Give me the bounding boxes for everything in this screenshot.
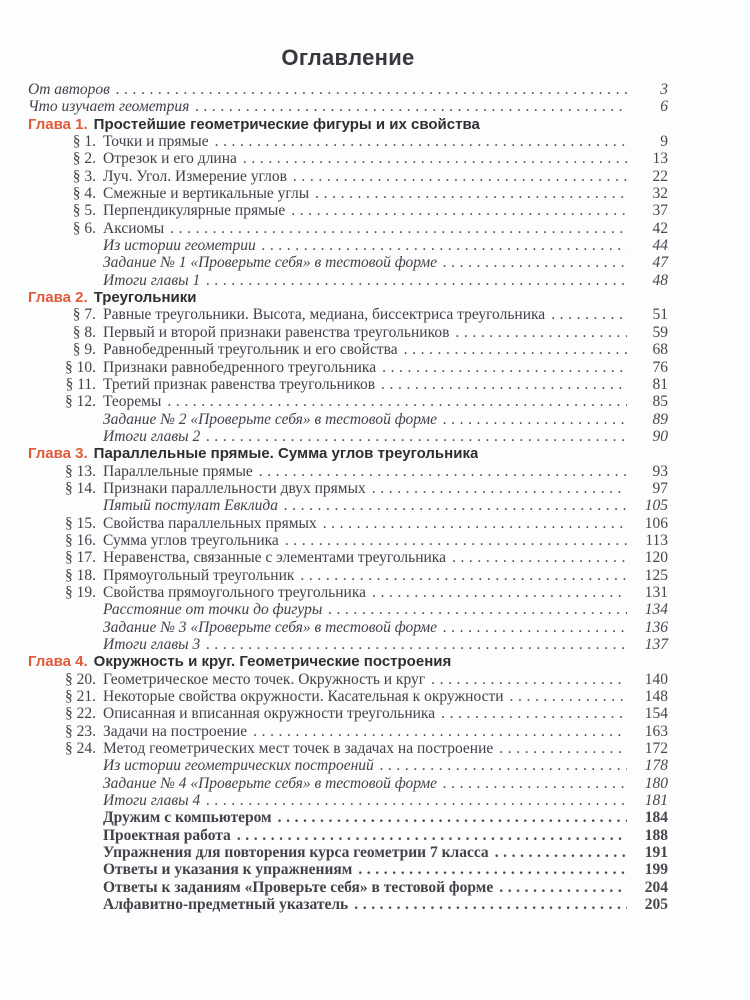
page-title: Оглавление [281, 45, 415, 70]
toc-entry-page: 13 [652, 150, 668, 168]
toc-entry-label: Равнобедренный треугольник и его свойства [103, 341, 398, 359]
dot-leader [380, 757, 627, 774]
toc-entry-page: 6 [660, 98, 668, 116]
toc-entry-label: Равные треугольники. Высота, медиана, биссектриса треугольника [103, 306, 546, 324]
toc-entry [28, 549, 668, 566]
toc-chapter-number: Глава 2. [28, 289, 88, 307]
dot-leader [443, 775, 627, 792]
toc-entry-label: Что изучает геометрия [28, 98, 190, 116]
dot-leader [195, 98, 627, 115]
toc-entry [28, 480, 668, 497]
toc-entry-label: Луч. Угол. Измерение углов [103, 167, 287, 185]
toc-entry [28, 636, 668, 653]
toc-entry-label: Итоги главы 2 [103, 427, 201, 445]
toc-section-number: § 18. [65, 566, 96, 584]
dot-leader [495, 844, 627, 861]
toc-entry [28, 376, 668, 393]
toc-entry-page: 76 [652, 358, 668, 376]
toc-entry-page: 180 [644, 774, 668, 792]
toc-entry-label: Описанная и вписанная окружности треугольника [103, 705, 436, 723]
toc-entry-page: 37 [652, 202, 668, 220]
toc-entry [28, 879, 668, 896]
toc-entry-page: 113 [645, 531, 668, 549]
toc-section-number: § 22. [65, 705, 96, 723]
toc-entry [28, 515, 668, 532]
toc-entry-page: 134 [644, 601, 668, 619]
toc-entry-page: 136 [644, 618, 668, 636]
toc-entry [28, 671, 668, 688]
toc-entry [28, 220, 668, 237]
toc-entry-label: Из истории геометрических построений [103, 757, 374, 775]
toc-entry [28, 532, 668, 549]
dot-leader [499, 740, 627, 757]
toc-entry-label: Задачи на построение [103, 722, 248, 740]
toc-chapter-title: Окружность и круг. Геометрические построения [93, 653, 452, 671]
toc-entry [28, 896, 668, 913]
dot-leader [315, 185, 627, 202]
dot-leader [328, 601, 627, 618]
dot-leader [358, 861, 627, 878]
toc-entry-label: Алфавитно-предметный указатель [103, 896, 349, 914]
dot-leader [452, 549, 627, 566]
toc-entry-page: 81 [652, 375, 668, 393]
toc-entry-page: 59 [652, 323, 668, 341]
toc-entry [28, 567, 668, 584]
toc-entry-label: Задание № 3 «Проверьте себя» в тестовой форме [103, 618, 438, 636]
toc-section-number: § 3. [72, 167, 96, 185]
dot-leader [381, 376, 627, 393]
dot-leader [278, 809, 627, 826]
toc-entry [28, 116, 668, 133]
toc-entry-label: Аксиомы [103, 219, 165, 237]
toc-section-number: § 9. [72, 341, 96, 359]
dot-leader [443, 411, 627, 428]
dot-leader [441, 705, 627, 722]
toc-entry [28, 775, 668, 792]
toc-section-number: § 17. [65, 549, 96, 567]
toc-entry-label: Параллельные прямые [103, 462, 253, 480]
toc-entry-label: Итоги главы 4 [103, 792, 201, 810]
toc-entry-page: 89 [652, 410, 668, 428]
toc-entry [28, 584, 668, 601]
toc-section-number: § 5. [72, 202, 96, 220]
dot-leader [170, 220, 627, 237]
dot-leader [206, 272, 627, 289]
dot-leader [167, 393, 627, 410]
toc-section-number: § 4. [72, 185, 96, 203]
toc-entry [28, 185, 668, 202]
toc-entry [28, 98, 668, 115]
toc-section-number: § 20. [65, 670, 96, 688]
toc-entry [28, 428, 668, 445]
dot-leader [237, 827, 627, 844]
toc-chapter-number: Глава 3. [28, 445, 88, 463]
toc-entry-label: Геометрическое место точек. Окружность и круг [103, 670, 426, 688]
toc-entry [28, 827, 668, 844]
toc-entry-label: Свойства прямоугольного треугольника [103, 583, 367, 601]
toc-chapter-title: Параллельные прямые. Сумма углов треугольника [93, 445, 479, 463]
toc-entry-page: 181 [644, 792, 668, 810]
toc-entry-page: 148 [644, 688, 668, 706]
dot-leader [404, 341, 627, 358]
toc-entry-label: Задание № 2 «Проверьте себя» в тестовой форме [103, 410, 438, 428]
toc-entry-page: 172 [644, 740, 668, 758]
dot-leader [253, 723, 627, 740]
toc-section-number: § 21. [65, 688, 96, 706]
toc-entry-label: Смежные и вертикальные углы [103, 185, 310, 203]
toc-entry-page: 188 [644, 826, 668, 844]
toc-entry-label: Итоги главы 1 [103, 271, 201, 289]
dot-leader [499, 879, 627, 896]
toc-entry [28, 757, 668, 774]
toc-entry [28, 601, 668, 618]
toc-entry-label: Задание № 1 «Проверьте себя» в тестовой форме [103, 254, 438, 272]
toc-section-number: § 19. [65, 583, 96, 601]
toc-section-number: § 23. [65, 722, 96, 740]
toc-entry [28, 324, 668, 341]
toc-entry-page: 85 [652, 393, 668, 411]
dot-leader [323, 515, 627, 532]
toc-entry [28, 809, 668, 826]
toc-section-number: § 13. [65, 462, 96, 480]
toc-entry-page: 205 [644, 896, 668, 914]
toc-entry-label: Из истории геометрии [103, 237, 256, 255]
toc-entry-page: 131 [644, 583, 668, 601]
toc-entry-label: Сумма углов треугольника [103, 531, 279, 549]
toc-chapter-number: Глава 1. [28, 115, 88, 133]
dot-leader [551, 306, 627, 323]
toc-entry-page: 199 [644, 861, 668, 879]
toc-entry-page: 105 [644, 497, 668, 515]
toc-entry-page: 154 [644, 705, 668, 723]
dot-leader [116, 81, 627, 98]
toc-chapter-title: Треугольники [93, 289, 197, 307]
toc-entry [28, 393, 668, 410]
dot-leader [300, 567, 627, 584]
toc-section-number: § 12. [65, 393, 96, 411]
dot-leader [291, 202, 627, 219]
toc-entry-label: Задание № 4 «Проверьте себя» в тестовой форме [103, 774, 438, 792]
dot-leader [215, 133, 627, 150]
toc-entry [28, 359, 668, 376]
toc-entry-page: 22 [652, 167, 668, 185]
toc-entry [28, 150, 668, 167]
toc-entry-page: 93 [652, 462, 668, 480]
toc-entry [28, 861, 668, 878]
toc-entry [28, 792, 668, 809]
dot-leader [284, 497, 627, 514]
toc-entry-page: 51 [652, 306, 668, 324]
toc-section-number: § 24. [65, 740, 96, 758]
toc-entry-label: Признаки равнобедренного треугольника [103, 358, 377, 376]
toc-entry-page: 204 [644, 878, 668, 896]
toc-entry-label: Третий признак равенства треугольников [103, 375, 376, 393]
toc-section-number: § 6. [72, 219, 96, 237]
dot-leader [510, 688, 627, 705]
dot-leader [206, 428, 627, 445]
toc-entry-page: 48 [652, 271, 668, 289]
toc-entry [28, 202, 668, 219]
toc-entry [28, 272, 668, 289]
dot-leader [206, 636, 627, 653]
toc-entry-label: Теоремы [103, 393, 162, 411]
toc-entry [28, 237, 668, 254]
toc-entry-page: 120 [644, 549, 668, 567]
toc-entry [28, 289, 668, 306]
toc-entry-label: Первый и второй признаки равенства треугольников [103, 323, 450, 341]
toc-entry-page: 90 [652, 427, 668, 445]
toc-entry [28, 619, 668, 636]
dot-leader [382, 359, 627, 376]
toc-entry [28, 168, 668, 185]
toc-section-number: § 11. [65, 375, 96, 393]
toc-entry [28, 723, 668, 740]
toc-entry-page: 137 [644, 636, 668, 653]
toc-chapter-number: Глава 4. [28, 653, 88, 671]
toc-entry-label: Отрезок и его длина [103, 150, 237, 168]
dot-leader [262, 237, 627, 254]
toc-entry-page: 178 [644, 757, 668, 775]
toc-entry-page: 191 [644, 844, 668, 862]
toc-entry-page: 125 [644, 566, 668, 584]
toc-entry-label: Неравенства, связанные с элементами треугольника [103, 549, 446, 567]
toc-entry [28, 844, 668, 861]
toc-entry-page: 47 [652, 254, 668, 272]
dot-leader [372, 584, 627, 601]
toc-entry-page: 140 [644, 670, 668, 688]
toc-entry-page: 32 [652, 185, 668, 203]
toc-entry [28, 81, 668, 98]
toc-entry-label: Упражнения для повторения курса геометрии 7 класса [103, 844, 489, 862]
toc-entry-label: Перпендикулярные прямые [103, 202, 286, 220]
toc-entry [28, 411, 668, 428]
toc-section-number: § 10. [65, 358, 96, 376]
toc-entry-label: Итоги главы 3 [103, 636, 201, 653]
toc-entry [28, 341, 668, 358]
toc-entry-page: 184 [644, 809, 668, 827]
toc-entry-page: 3 [660, 81, 668, 98]
toc-entry [28, 705, 668, 722]
dot-leader [206, 792, 627, 809]
toc-list [28, 81, 668, 914]
toc-entry-label: От авторов [28, 81, 110, 98]
toc-entry-page: 106 [644, 514, 668, 532]
toc-entry-label: Прямоугольный треугольник [103, 566, 295, 584]
toc-section-number: § 8. [72, 323, 96, 341]
toc-entry-label: Точки и прямые [103, 133, 209, 151]
toc-entry-label: Некоторые свойства окружности. Касательная к окружности [103, 688, 504, 706]
toc-entry [28, 653, 668, 670]
toc-entry [28, 133, 668, 150]
toc-entry-label: Ответы и указания к упражнениям [103, 861, 353, 879]
dot-leader [431, 671, 627, 688]
toc-entry-page: 42 [652, 219, 668, 237]
toc-section-number: § 7. [72, 306, 96, 324]
toc-section-number: § 16. [65, 531, 96, 549]
dot-leader [455, 324, 627, 341]
toc-entry-label: Расстояние от точки до фигуры [103, 601, 323, 619]
dot-leader [243, 150, 627, 167]
dot-leader [372, 480, 627, 497]
dot-leader [354, 896, 627, 913]
toc-entry [28, 497, 668, 514]
toc-entry-page: 97 [652, 479, 668, 497]
toc-entry-page: 9 [660, 133, 668, 151]
toc-entry [28, 306, 668, 323]
dot-leader [443, 619, 627, 636]
toc-section-number: § 14. [65, 479, 96, 497]
toc-entry [28, 688, 668, 705]
toc-entry-label: Пятый постулат Евклида [103, 497, 278, 515]
toc-entry [28, 740, 668, 757]
toc-entry-page: 68 [652, 341, 668, 359]
toc-entry [28, 463, 668, 480]
toc-entry [28, 445, 668, 462]
toc-section-number: § 2. [72, 150, 96, 168]
toc-section-number: § 15. [65, 514, 96, 532]
toc-chapter-title: Простейшие геометрические фигуры и их свойства [93, 115, 480, 133]
toc-entry-page: 44 [652, 237, 668, 255]
toc-entry-label: Свойства параллельных прямых [103, 514, 317, 532]
toc-entry-label: Метод геометрических мест точек в задачах на построение [103, 740, 494, 758]
toc-entry-label: Дружим с компьютером [103, 809, 272, 827]
dot-leader [259, 463, 627, 480]
toc-entry-label: Признаки параллельности двух прямых [103, 479, 366, 497]
dot-leader [293, 168, 627, 185]
toc-entry-label: Ответы к заданиям «Проверьте себя» в тестовой форме [103, 878, 494, 896]
toc-entry-label: Проектная работа [103, 826, 231, 844]
toc-entry [28, 254, 668, 271]
dot-leader [443, 254, 627, 271]
toc-entry-page: 163 [644, 722, 668, 740]
dot-leader [285, 532, 627, 549]
toc-section-number: § 1. [72, 133, 96, 151]
